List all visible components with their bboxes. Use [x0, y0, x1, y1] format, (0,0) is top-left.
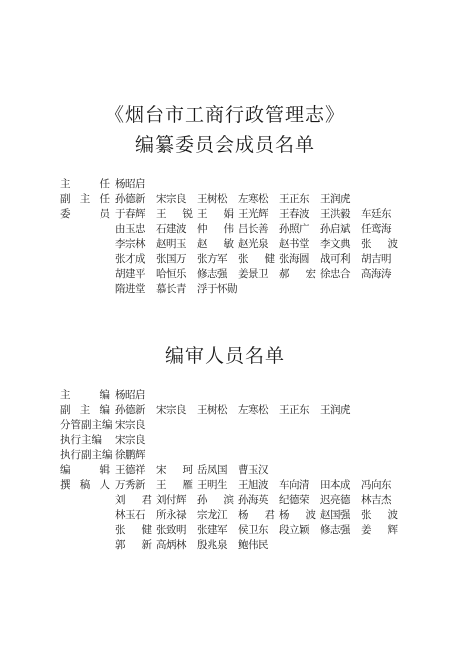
person-name: 王 娟 — [197, 208, 234, 220]
person-name: 王 雁 — [156, 479, 193, 491]
person-name: 隋进堂 — [115, 283, 145, 295]
name-list — [115, 177, 156, 192]
person-name: 刘 君 — [115, 494, 152, 506]
person-name: 宋宗良 — [156, 193, 186, 205]
person-name: 杨昭启 — [115, 178, 145, 190]
person-name: 高炳林 — [156, 539, 186, 551]
person-name: 浮于怀勋 — [197, 283, 237, 295]
person-name: 张方军 — [197, 253, 227, 265]
person-name: 王 锐 — [156, 208, 193, 220]
person-name: 林玉石 — [115, 509, 145, 521]
person-name: 孙 滨 — [197, 494, 234, 506]
book-title: 《烟台市工商行政管理志》 — [104, 104, 345, 126]
person-name: 修志强 — [320, 524, 350, 536]
committee-row — [0, 282, 450, 297]
person-name: 于春辉 — [115, 208, 145, 220]
person-name: 张海圆 — [279, 253, 309, 265]
name-list — [115, 222, 402, 237]
person-name: 王光辉 — [238, 208, 268, 220]
person-name: 慕长青 — [156, 283, 186, 295]
person-name: 郭 新 — [115, 539, 152, 551]
person-name: 杨 君 — [238, 509, 275, 521]
committee-row — [0, 222, 450, 237]
person-name: 高海涛 — [361, 268, 391, 280]
person-name: 徐鹏辉 — [115, 449, 145, 461]
person-name: 鲍伟民 — [238, 539, 268, 551]
staff-row — [0, 388, 450, 403]
person-name: 赵书堂 — [279, 238, 309, 250]
person-name: 由玉忠 — [115, 223, 145, 235]
staff-row — [0, 403, 450, 418]
person-name: 宋 珂 — [156, 464, 193, 476]
committee-row — [0, 177, 450, 192]
person-name: 王正东 — [279, 193, 309, 205]
name-list — [115, 493, 402, 508]
person-name: 车向清 — [279, 479, 309, 491]
person-name: 田本成 — [320, 479, 350, 491]
staff-list — [0, 388, 450, 553]
staff-row — [0, 448, 450, 463]
person-name: 哈恒乐 — [156, 268, 186, 280]
person-name: 宋宗良 — [115, 419, 145, 431]
person-name: 孙海英 — [238, 494, 268, 506]
name-list — [115, 282, 238, 297]
person-name: 修志强 — [197, 268, 227, 280]
name-list — [115, 463, 279, 478]
person-name: 左寒松 — [238, 404, 268, 416]
person-name: 赵国强 — [320, 509, 350, 521]
staff-row — [0, 463, 450, 478]
person-name: 王洪毅 — [320, 208, 350, 220]
committee-row — [0, 252, 450, 267]
name-list — [115, 523, 402, 538]
person-name: 宋宗良 — [115, 434, 145, 446]
name-list — [115, 508, 402, 523]
person-name: 侯卫东 — [238, 524, 268, 536]
person-name: 车廷东 — [361, 208, 391, 220]
person-name: 王润虎 — [320, 193, 350, 205]
name-list — [115, 252, 402, 267]
role-label: 分管副主编 — [60, 419, 113, 431]
staff-row — [0, 478, 450, 493]
person-name: 迟亮德 — [320, 494, 350, 506]
person-name: 曹玉汉 — [238, 464, 268, 476]
role-label: 主 编 — [60, 389, 110, 401]
role-label: 副 主 编 — [60, 404, 110, 416]
person-name: 段立颖 — [279, 524, 309, 536]
name-list — [115, 207, 402, 222]
person-name: 胡吉明 — [361, 253, 391, 265]
staff-row — [0, 418, 450, 433]
person-name: 冯向东 — [361, 479, 391, 491]
name-list — [115, 433, 156, 448]
person-name: 王树松 — [197, 193, 227, 205]
committee-heading: 编纂委员会成员名单 — [134, 134, 315, 156]
role-label: 副 主 任 — [60, 193, 110, 205]
person-name: 任鸾海 — [361, 223, 391, 235]
name-list — [115, 388, 156, 403]
staff-row — [0, 493, 450, 508]
role-label: 执行副主编 — [60, 449, 113, 461]
person-name: 孙启斌 — [320, 223, 350, 235]
staff-row — [0, 508, 450, 523]
person-name: 左寒松 — [238, 193, 268, 205]
role-label: 委 员 — [60, 208, 110, 220]
person-name: 杨昭启 — [115, 389, 145, 401]
role-label: 执行主编 — [60, 434, 102, 446]
name-list — [115, 192, 361, 207]
person-name: 李文典 — [320, 238, 350, 250]
committee-row — [0, 267, 450, 282]
person-name: 万秀新 — [115, 479, 145, 491]
staff-row — [0, 538, 450, 553]
person-name: 王德祥 — [115, 464, 145, 476]
name-list — [115, 448, 156, 463]
person-name: 胡建平 — [115, 268, 145, 280]
person-name: 王树松 — [197, 404, 227, 416]
person-name: 王明生 — [197, 479, 227, 491]
name-list — [115, 237, 402, 252]
person-name: 林吉杰 — [361, 494, 391, 506]
committee-row — [0, 237, 450, 252]
person-name: 张建军 — [197, 524, 227, 536]
person-name: 殷兆泉 — [197, 539, 227, 551]
person-name: 姜 辉 — [361, 524, 398, 536]
role-label: 编 辑 — [60, 464, 110, 476]
person-name: 王旭波 — [238, 479, 268, 491]
role-label: 主 任 — [60, 178, 110, 190]
person-name: 仲 伟 — [197, 223, 234, 235]
person-name: 张 波 — [361, 238, 398, 250]
name-list — [115, 478, 402, 493]
committee-row — [0, 207, 450, 222]
role-label: 撰 稿 人 — [60, 479, 110, 491]
person-name: 张致明 — [156, 524, 186, 536]
staff-row — [0, 523, 450, 538]
person-name: 纪德荣 — [279, 494, 309, 506]
person-name: 徐忠合 — [320, 268, 350, 280]
person-name: 张 波 — [361, 509, 398, 521]
person-name: 王润虎 — [320, 404, 350, 416]
person-name: 宋宗良 — [156, 404, 186, 416]
person-name: 赵明玉 — [156, 238, 186, 250]
person-name: 孙德新 — [115, 404, 145, 416]
person-name: 李宗林 — [115, 238, 145, 250]
person-name: 王春波 — [279, 208, 309, 220]
person-name: 战可利 — [320, 253, 350, 265]
person-name: 岳凤国 — [197, 464, 227, 476]
person-name: 郝 宏 — [279, 268, 316, 280]
name-list — [115, 418, 156, 433]
person-name: 姜景卫 — [238, 268, 268, 280]
staff-row — [0, 433, 450, 448]
person-name: 张国万 — [156, 253, 186, 265]
person-name: 杨 波 — [279, 509, 316, 521]
person-name: 张 健 — [238, 253, 275, 265]
person-name: 宗龙江 — [197, 509, 227, 521]
person-name: 王正东 — [279, 404, 309, 416]
person-name: 刘付辉 — [156, 494, 186, 506]
staff-heading: 编审人员名单 — [164, 345, 285, 367]
person-name: 孙德新 — [115, 193, 145, 205]
committee-list — [0, 177, 450, 297]
person-name: 张才成 — [115, 253, 145, 265]
name-list — [115, 403, 361, 418]
person-name: 赵 敏 — [197, 238, 234, 250]
person-name: 赵光泉 — [238, 238, 268, 250]
person-name: 张 健 — [115, 524, 152, 536]
person-name: 吕长善 — [238, 223, 268, 235]
person-name: 孙照广 — [279, 223, 309, 235]
name-list — [115, 267, 402, 282]
name-list — [115, 538, 279, 553]
person-name: 石建波 — [156, 223, 186, 235]
person-name: 所永禄 — [156, 509, 186, 521]
committee-row — [0, 192, 450, 207]
